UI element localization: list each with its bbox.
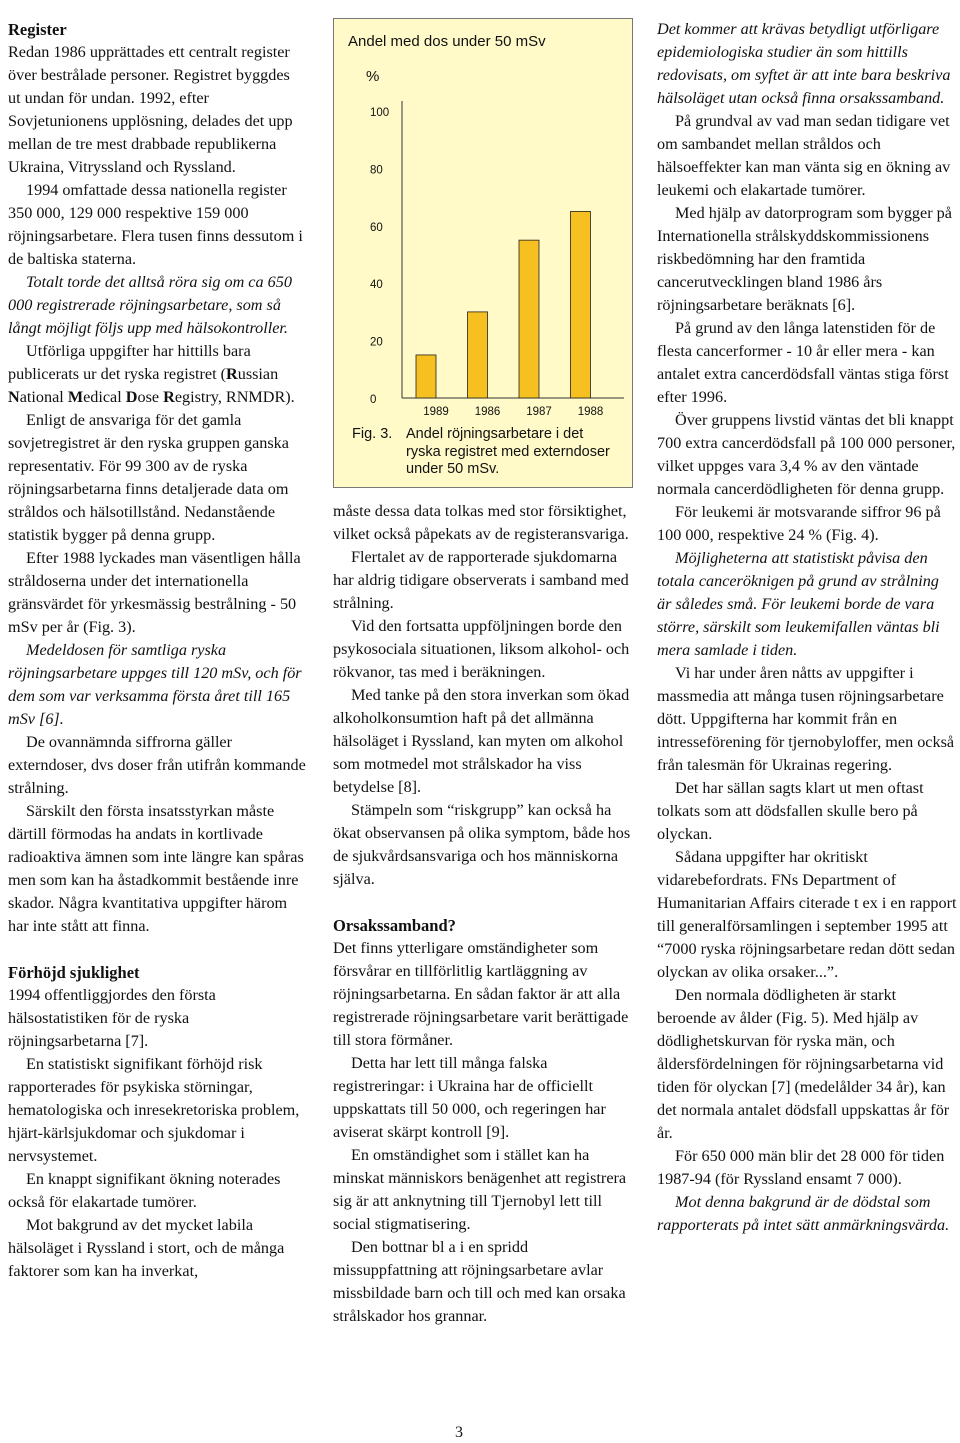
paragraph: måste dessa data tolkas med stor försiktighet, vilket också påpekats av de registeransvariga. [333, 502, 629, 543]
y-tick-label: 40 [370, 279, 383, 292]
paragraph: Vid den fortsatta uppföljningen borde den psykosociala situationen, liksom alkohol- och rökvanor, tas med i beräkningen. [333, 617, 630, 681]
y-tick-label: 60 [370, 221, 383, 234]
paragraph-italic: Medeldosen för samtliga ryska röjningsarbetare uppges till 120 mSv, och för dem som var verksamma första året till 165 mSv [6]. [8, 641, 302, 728]
figure-caption-number: Fig. 3. [352, 426, 393, 442]
paragraph: Vi har under åren nåtts av uppgifter i massmedia att många tusen röjningsarbetare dött. Uppgifterna har kommit från en intresseförening för tjernobyloffer, men också från talesmän för Ukrainas regering. [657, 664, 955, 774]
x-tick-label: 1989 [423, 406, 449, 418]
paragraph: Den normala dödligheten är starkt beroende av ålder (Fig. 5). Med hjälp av dödlighetskurvan för ryska män, och åldersfördelningen för röjningsarbetarna vid tiden för olyckan [7] (medelålder 34 år), kan det normala antalet dödsfall uppskattas år för år. [657, 986, 950, 1142]
spacer [333, 891, 633, 914]
paragraph: Detta har lett till många falska registreringar: i Ukraina har de officiellt uppskattats till 50 000, och regeringen har aviserat skärpt kontroll [9]. [333, 1054, 606, 1141]
paragraph-italic: Totalt torde det alltså röra sig om ca 650 000 registrerade röjningsarbetare, som så långt möjligt följs upp med hälsokontroller. [8, 273, 292, 337]
bar-1988 [571, 211, 591, 398]
paragraph: Flertalet av de rapporterade sjukdomarna har aldrig tidigare observerats i samband med strålning. [333, 548, 629, 612]
bar-1986 [468, 312, 488, 398]
paragraph: Över gruppens livstid väntas det bli knappt 700 extra cancerdödsfall på 100 000 personer, vilket uppges vara 3,4 % av den väntade normala cancerdödligheten för denna grupp. [657, 411, 956, 498]
bar-1987 [519, 240, 539, 398]
column-left [8, 18, 306, 1283]
paragraph: De ovannämnda siffrorna gäller externdoser, dvs doser från utifrån kommande strålning. [8, 733, 306, 797]
x-tick-label: 1988 [577, 406, 604, 418]
y-tick-label: 80 [370, 164, 383, 177]
figure-3 [333, 18, 633, 488]
page-number: 3 [455, 1424, 463, 1441]
bar-chart [334, 19, 634, 489]
paragraph: Med tanke på den stora inverkan som ökad alkoholkonsumtion haft på det allmänna hälsoläget i Ryssland, kan myten om alkohol som motmedel mot strålskador ha viss betydelse [8]. [333, 686, 630, 796]
section-heading-sjuklighet: Förhöjd sjuklighet [8, 963, 140, 982]
paragraph: På grund av den långa latenstiden för de flesta cancerformer - 10 år eller mera - kan antalet extra cancerdödsfall väntas stiga först efter 1996. [657, 319, 949, 406]
y-tick-label: 20 [370, 336, 383, 349]
paragraph: Det har sällan sagts klart ut men oftast tolkats som att dödsfallen skulle bero på olyckan. [657, 779, 924, 843]
x-tick-label: 1986 [474, 406, 501, 418]
figure-caption: Andel röjningsarbetare i det ryska registret med externdoser under 50 mSv. [406, 426, 610, 477]
paragraph: Stämpeln som “riskgrupp” kan också ha ökat observansen på olika symptom, både hos de sjukvårdsansvariga och hos människorna själva. [333, 801, 631, 888]
y-tick-label: 100 [370, 107, 390, 119]
x-tick-label: 1987 [526, 406, 552, 418]
paragraph: Redan 1986 upprättades ett centralt register över bestrålade personer. Registret byggdes ut undan för undan. 1992, efter Sovjetunionens upplösning, delades det upp mellan de tre mest drabbade republikerna Ukraina, Vitryssland och Ryssland. [8, 43, 293, 176]
y-tick-label: 0 [370, 394, 377, 406]
paragraph: Det finns ytterligare omständigheter som försvårar en tillförlitlig kartläggning av röjningsarbetarna. En sådan faktor är att alla registrerade röjningsarbetare varit berättigade till stora förmåner. [333, 939, 629, 1049]
paragraph: Särskilt den första insatsstyrkan måste därtill förmodas ha andats in kortlivade radioaktiva ämnen som inte längre kan spåras men som kan ha åstadkommit bestående inre skador. Några kvantitativa uppgifter härom har inte stått att finna. [8, 802, 304, 935]
paragraph: Sådana uppgifter har okritiskt vidarebefordrats. FNs Department of Humanitarian Affairs citerade t ex i en rapport till generalförsamlingen i september 1995 att “7000 ryska röjningsarbetare redan dött sedan olyckan av olika orsaker...”. [657, 848, 957, 981]
paragraph: För leukemi är motsvarande siffror 96 på 100 000, respektive 24 % (Fig. 4). [657, 503, 941, 544]
paragraph: Mot bakgrund av det mycket labila hälsoläget i Ryssland i stort, och de många faktorer som kan ha inverkat, [8, 1216, 285, 1280]
paragraph: För 650 000 män blir det 28 000 för tiden 1987-94 (för Ryssland ensamt 7 000). [657, 1147, 945, 1188]
paragraph: 1994 omfattade dessa nationella register 350 000, 129 000 respektive 159 000 röjningsarbetare. Flera tusen finns dessutom i de baltiska staterna. [8, 181, 303, 268]
paragraph-italic: Mot denna bakgrund är de dödstal som rapporterats på intet sätt anmärkningsvärda. [657, 1193, 950, 1234]
section-heading-register: Register [8, 20, 67, 39]
section-heading-orsakssamband: Orsakssamband? [333, 916, 456, 935]
paragraph: En omständighet som i stället kan ha minskat människors benägenhet att registrera sig är att anknytning till Tjernobyl lett till social stigmatisering. [333, 1146, 627, 1233]
paragraph: Efter 1988 lyckades man väsentligen hålla stråldoserna under det internationella gränsvärdet för yrkesmässig bestrålning - 50 mSv per år (Fig. 3). [8, 549, 301, 636]
paragraph: På grundval av vad man sedan tidigare vet om sambandet mellan stråldos och hälsoeffekter kan man vänta sig en ökning av leukemi och elakartade tumörer. [657, 112, 951, 199]
chart-title: Andel med dos under 50 mSv [348, 33, 546, 50]
paragraph: 1994 offentliggjordes den första hälsostatistiken för de ryska röjningsarbetarna [7]. [8, 986, 216, 1050]
bar-1989 [416, 355, 436, 398]
paragraph-italic: Möjligheterna att statistiskt påvisa den totala canceröknigen på grund av strålning är således små. För leukemi borde de vara större, särskilt som leukemifallen väntas bli mera samlade i tiden. [657, 549, 940, 659]
paragraph: Enligt de ansvariga för det gamla sovjetregistret är den ryska gruppen ganska representativ. För 99 300 av de ryska röjningsarbetarna finns detaljerade data om stråldos och hälsotillstånd. Nedanstående statistik bygger på denna grupp. [8, 411, 289, 544]
column-right [657, 18, 957, 1237]
paragraph: Med hjälp av datorprogram som bygger på Internationella strålskyddskommissionens riskbedömning har den framtida cancerutvecklingen bland 1986 års röjningsarbetare beräknats [6]. [657, 204, 952, 314]
column-middle [333, 500, 633, 1328]
paragraph: En knappt signifikant ökning noterades också för elakartade tumörer. [8, 1170, 281, 1211]
paragraph: Den bottnar bl a i en spridd missuppfattning att röjningsarbetare avlar missbildade barn och till och med kan orsaka strålskador hos grannar. [333, 1238, 626, 1325]
spacer [8, 938, 306, 961]
paragraph: En statistiskt signifikant förhöjd risk rapporterades för psykiska störningar, hematologiska och inresekretoriska problem, hjärt-kärlsjukdomar och sjukdomar i nervsystemet. [8, 1055, 300, 1165]
paragraph-italic: Det kommer att krävas betydligt utförligare epidemiologiska studier än som hittills redovisats, om syftet är att inte bara beskriva hälsoläget utan också finna orsakssamband. [657, 20, 951, 107]
y-axis-unit: % [366, 68, 380, 85]
paragraph-rnmdr: Utförliga uppgifter har hittills bara publicerats ur det ryska registret (Russian National Medical Dose Registry, RNMDR). [8, 342, 295, 406]
